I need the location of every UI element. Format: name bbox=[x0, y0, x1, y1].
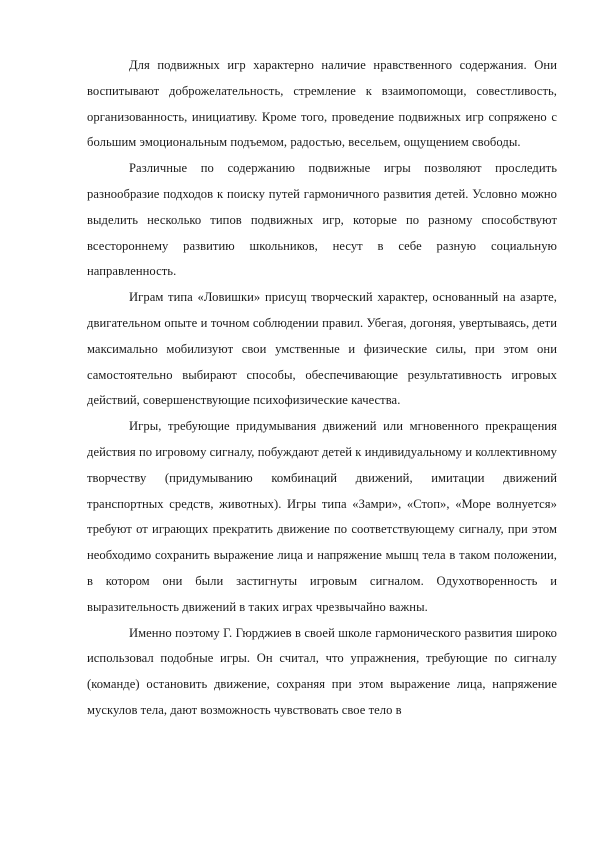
paragraph-moral-content: Для подвижных игр характерно наличие нравственного содержания. Они воспитывают доброжелательность, стремление к взаимопомощи, совестливость, организованность, инициативу. Кроме того, проведение подвижных игр сопряжено с большим эмоциональным подъемом, радостью, весельем, ощущением свободы. bbox=[87, 58, 557, 150]
document-page bbox=[87, 53, 557, 724]
paragraph-game-types: Различные по содержанию подвижные игры позволяют проследить разнообразие подходов к поиску путей гармоничного развития детей. Условно можно выделить несколько типов подвижных игр, которые по разному способствуют всестороннему развитию школьников, несут в себе разную социальную направленность. bbox=[87, 161, 557, 279]
paragraph-catch-games: Играм типа «Ловишки» присущ творческий характер, основанный на азарте, двигательном опыте и точном соблюдении правил. Убегая, догоняя, увертываясь, дети максимально мобилизуют свои умственные и физические силы, при этом они самостоятельно выбирают способы, обеспечивающие результативность игровых действий, совершенствующие психофизические качества. bbox=[87, 290, 557, 408]
paragraph-freeze-games: Игры, требующие придумывания движений или мгновенного прекращения действия по игровому сигналу, побуждают детей к индивидуальному и коллективному творчеству (придумыванию комбинаций движений, имитации движений транспортных средств, животных). Игры типа «Замри», «Стоп», «Море волнуется» требуют от играющих прекратить движение по соответствующему сигналу, при этом необходимо сохранить выражение лица и напряжение мышц тела в таком положении, в котором они были застигнуты игровым сигналом. Одухотворенность и выразительность движений в таких играх чрезвычайно важны. bbox=[87, 419, 557, 614]
paragraph-gurdjieff: Именно поэтому Г. Гюрджиев в своей школе гармонического развития широко использовал подобные игры. Он считал, что упражнения, требующие по сигналу (команде) остановить движение, сохраняя при этом выражение лица, напряжение мускулов тела, дают возможность чувствовать свое тело в bbox=[87, 625, 557, 717]
